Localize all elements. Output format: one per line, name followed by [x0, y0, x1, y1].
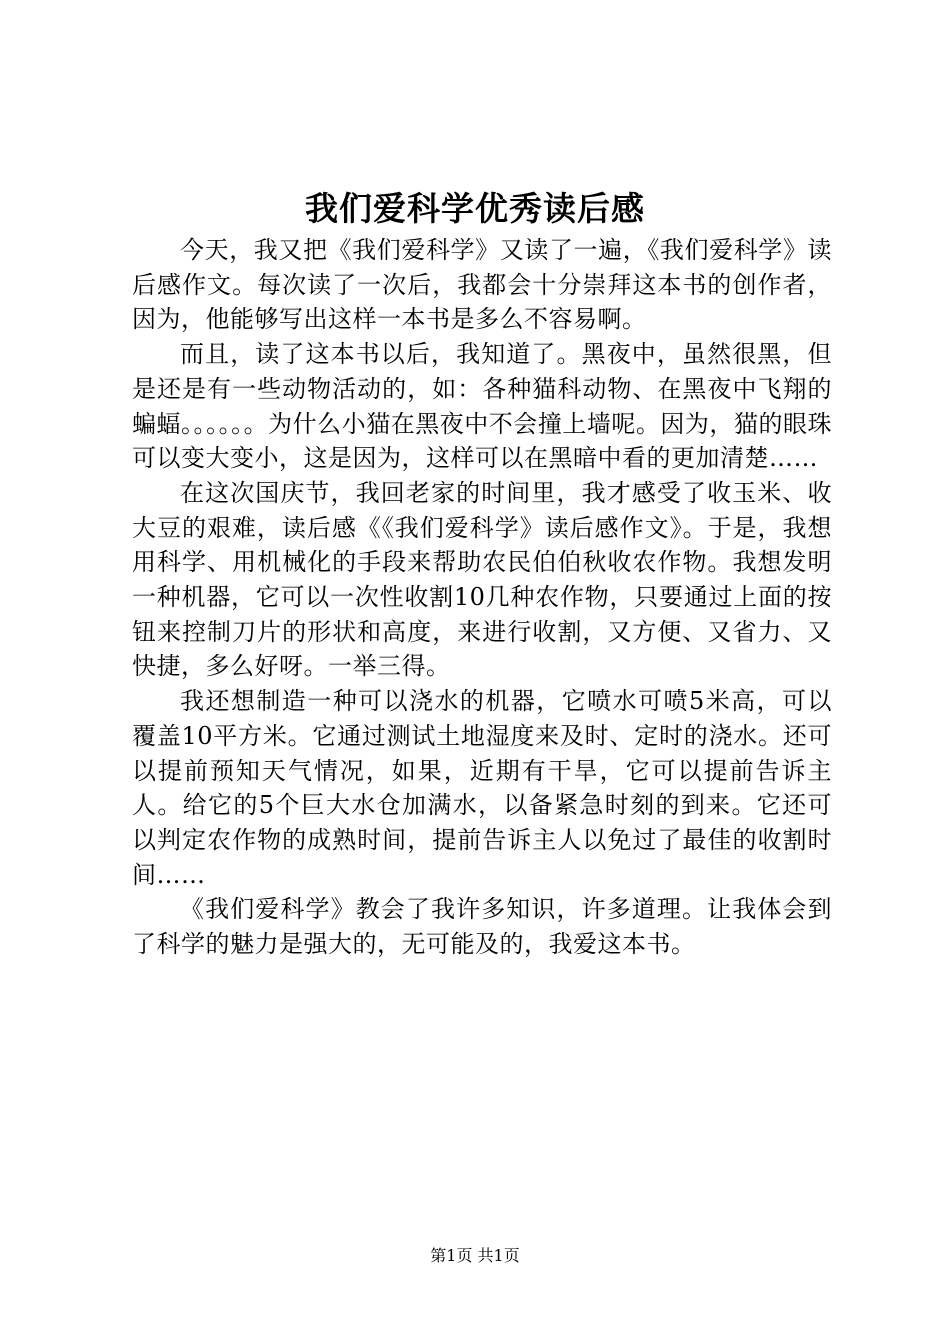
paragraph-2: 而且，读了这本书以后，我知道了。黑夜中，虽然很黑，但是还是有一些动物活动的，如：各种猫科动物、在黑夜中飞翔的蝙蝠。。。。。。为什么小猫在黑夜中不会撞上墙呢。因为，猫的眼珠可以变大变小，这是因为，这样可以在黑暗中看的更加清楚…… [132, 340, 832, 473]
paragraph-4: 我还想制造一种可以浇水的机器，它喷水可喷5米高，可以覆盖10平方米。它通过测试土地湿度来及时、定时的浇水。还可以提前预知天气情况，如果，近期有干旱，它可以提前告诉主人。给它的5个巨大水仓加满水，以备紧急时刻的到来。它还可以判定农作物的成熟时间，提前告诉主人以免过了最佳的收割时间…… [132, 687, 832, 889]
document-body [132, 233, 832, 962]
paragraph-5: 《我们爱科学》教会了我许多知识，许多道理。让我体会到了科学的魅力是强大的，无可能及的，我爱这本书。 [132, 895, 832, 959]
paragraph-1: 今天，我又把《我们爱科学》又读了一遍，《我们爱科学》读后感作文。每次读了一次后，我都会十分崇拜这本书的创作者，因为，他能够写出这样一本书是多么不容易啊。 [132, 236, 832, 334]
page-footer: 第1页 共1页 [430, 1246, 520, 1265]
paragraph-3: 在这次国庆节，我回老家的时间里，我才感受了收玉米、收大豆的艰难，读后感《《我们爱科学》读后感作文》。于是，我想用科学、用机械化的手段来帮助农民伯伯秋收农作物。我想发明一种机器，它可以一次性收割10几种农作物，只要通过上面的按钮来控制刀片的形状和高度，来进行收割，又方便、又省力、又快捷，多么好呀。一举三得。 [132, 478, 832, 681]
page-title: 我们爱科学优秀读后感 [305, 189, 645, 228]
